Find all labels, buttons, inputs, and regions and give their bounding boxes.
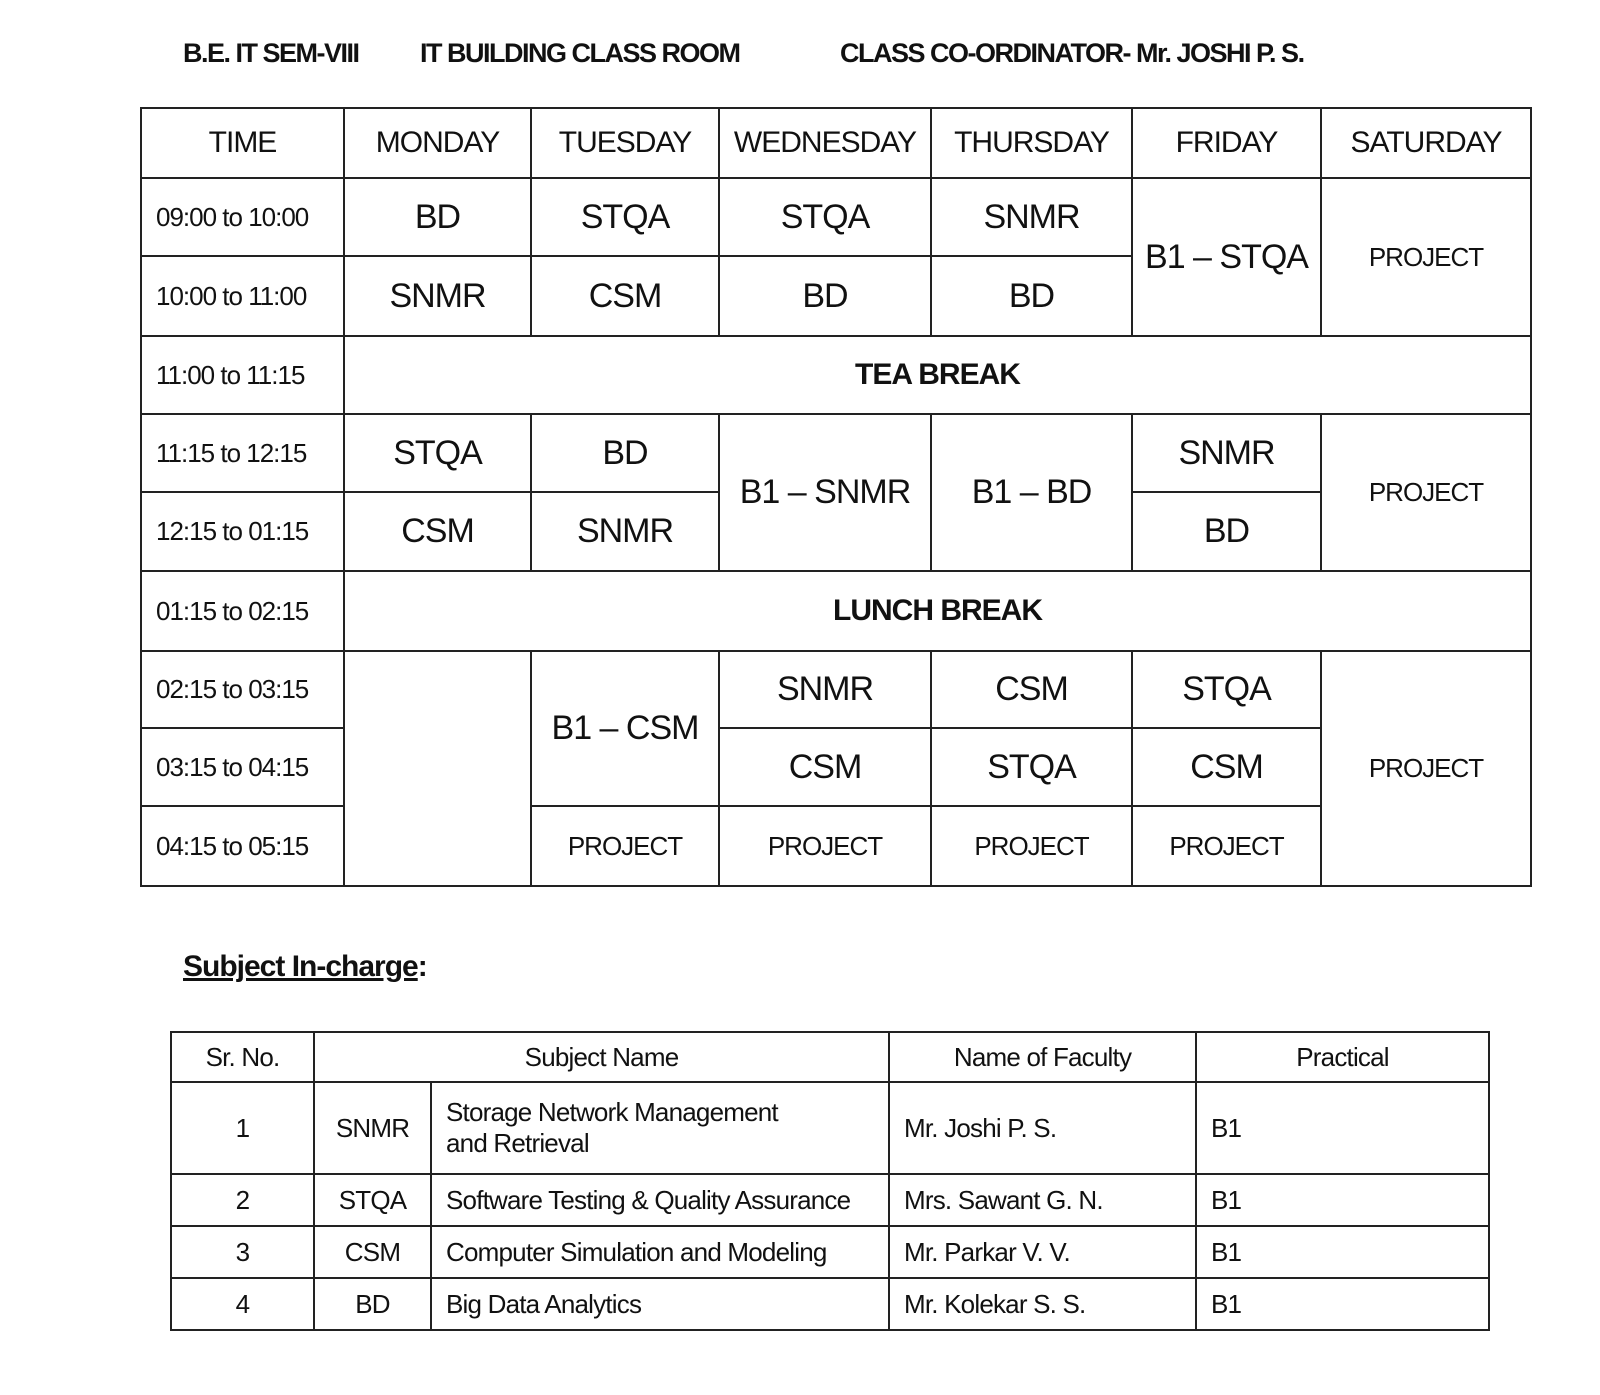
coordinator-label: CLASS CO-ORDINATOR- Mr. JOSHI P. S. bbox=[840, 38, 1304, 68]
slot-cell: B1 – BD bbox=[931, 414, 1132, 571]
slot-cell: PROJECT bbox=[719, 806, 931, 886]
slot-cell: STQA bbox=[719, 178, 931, 256]
slot-cell: CSM bbox=[344, 492, 531, 571]
slot-cell: SNMR bbox=[719, 651, 931, 728]
faculty-name: Mr. Kolekar S. S. bbox=[889, 1278, 1196, 1330]
subject-incharge-colon: : bbox=[417, 950, 427, 983]
col-header-thursday: THURSDAY bbox=[931, 108, 1132, 178]
time-slot: 10:00 to 11:00 bbox=[141, 256, 344, 336]
faculty-name: Mr. Parkar V. V. bbox=[889, 1226, 1196, 1278]
subject-code: CSM bbox=[314, 1226, 431, 1278]
practical-batch: B1 bbox=[1196, 1226, 1489, 1278]
class-label: B.E. IT SEM-VIII bbox=[183, 38, 359, 68]
header-practical: Practical bbox=[1196, 1032, 1489, 1082]
time-slot: 02:15 to 03:15 bbox=[141, 651, 344, 728]
slot-cell: PROJECT bbox=[1321, 414, 1531, 571]
subject-name: Big Data Analytics bbox=[431, 1278, 889, 1330]
sr-no: 4 bbox=[171, 1278, 314, 1330]
col-header-wednesday: WEDNESDAY bbox=[719, 108, 931, 178]
slot-cell: SNMR bbox=[531, 492, 719, 571]
subject-code: STQA bbox=[314, 1174, 431, 1226]
subject-code: BD bbox=[314, 1278, 431, 1330]
slot-cell: STQA bbox=[344, 414, 531, 492]
time-slot: 12:15 to 01:15 bbox=[141, 492, 344, 571]
slot-cell bbox=[344, 651, 531, 886]
slot-cell: PROJECT bbox=[1132, 806, 1321, 886]
slot-cell: BD bbox=[531, 414, 719, 492]
col-header-time: TIME bbox=[141, 108, 344, 178]
header-faculty: Name of Faculty bbox=[889, 1032, 1196, 1082]
sr-no: 2 bbox=[171, 1174, 314, 1226]
slot-cell: B1 – STQA bbox=[1132, 178, 1321, 336]
time-slot: 01:15 to 02:15 bbox=[141, 571, 344, 651]
slot-cell: CSM bbox=[931, 651, 1132, 728]
slot-cell: CSM bbox=[1132, 728, 1321, 806]
slot-cell: STQA bbox=[1132, 651, 1321, 728]
slot-cell: BD bbox=[1132, 492, 1321, 571]
col-header-tuesday: TUESDAY bbox=[531, 108, 719, 178]
sr-no: 3 bbox=[171, 1226, 314, 1278]
subject-name: Software Testing & Quality Assurance bbox=[431, 1174, 889, 1226]
slot-cell: SNMR bbox=[344, 256, 531, 336]
slot-cell: SNMR bbox=[931, 178, 1132, 256]
subject-incharge-heading bbox=[183, 950, 427, 984]
slot-cell: STQA bbox=[931, 728, 1132, 806]
timetable bbox=[140, 107, 1532, 887]
practical-batch: B1 bbox=[1196, 1082, 1489, 1174]
header-subject-name: Subject Name bbox=[314, 1032, 889, 1082]
table-row bbox=[171, 1082, 1489, 1174]
slot-cell: B1 – CSM bbox=[531, 651, 719, 806]
time-slot: 11:00 to 11:15 bbox=[141, 336, 344, 414]
slot-cell: BD bbox=[931, 256, 1132, 336]
table-row bbox=[171, 1278, 1489, 1330]
slot-cell: BD bbox=[719, 256, 931, 336]
practical-batch: B1 bbox=[1196, 1174, 1489, 1226]
slot-cell: PROJECT bbox=[1321, 178, 1531, 336]
slot-cell: CSM bbox=[531, 256, 719, 336]
slot-cell: PROJECT bbox=[1321, 651, 1531, 886]
col-header-friday: FRIDAY bbox=[1132, 108, 1321, 178]
col-header-saturday: SATURDAY bbox=[1321, 108, 1531, 178]
slot-cell: CSM bbox=[719, 728, 931, 806]
practical-batch: B1 bbox=[1196, 1278, 1489, 1330]
time-slot: 11:15 to 12:15 bbox=[141, 414, 344, 492]
subject-incharge-title: Subject In-charge bbox=[183, 950, 418, 983]
slot-cell: PROJECT bbox=[531, 806, 719, 886]
slot-cell: SNMR bbox=[1132, 414, 1321, 492]
col-header-monday: MONDAY bbox=[344, 108, 531, 178]
time-slot: 04:15 to 05:15 bbox=[141, 806, 344, 886]
subject-name: Storage Network Management and Retrieval bbox=[431, 1082, 889, 1174]
tea-break: TEA BREAK bbox=[344, 336, 1531, 414]
lunch-break: LUNCH BREAK bbox=[344, 571, 1531, 651]
sr-no: 1 bbox=[171, 1082, 314, 1174]
faculty-name: Mrs. Sawant G. N. bbox=[889, 1174, 1196, 1226]
slot-cell: BD bbox=[344, 178, 531, 256]
subject-name: Computer Simulation and Modeling bbox=[431, 1226, 889, 1278]
subject-code: SNMR bbox=[314, 1082, 431, 1174]
slot-cell: STQA bbox=[531, 178, 719, 256]
subject-table bbox=[170, 1031, 1490, 1331]
slot-cell: B1 – SNMR bbox=[719, 414, 931, 571]
table-row bbox=[171, 1174, 1489, 1226]
table-row bbox=[171, 1226, 1489, 1278]
time-slot: 03:15 to 04:15 bbox=[141, 728, 344, 806]
time-slot: 09:00 to 10:00 bbox=[141, 178, 344, 256]
slot-cell: PROJECT bbox=[931, 806, 1132, 886]
header-sr-no: Sr. No. bbox=[171, 1032, 314, 1082]
faculty-name: Mr. Joshi P. S. bbox=[889, 1082, 1196, 1174]
room-label: IT BUILDING CLASS ROOM bbox=[420, 38, 740, 68]
